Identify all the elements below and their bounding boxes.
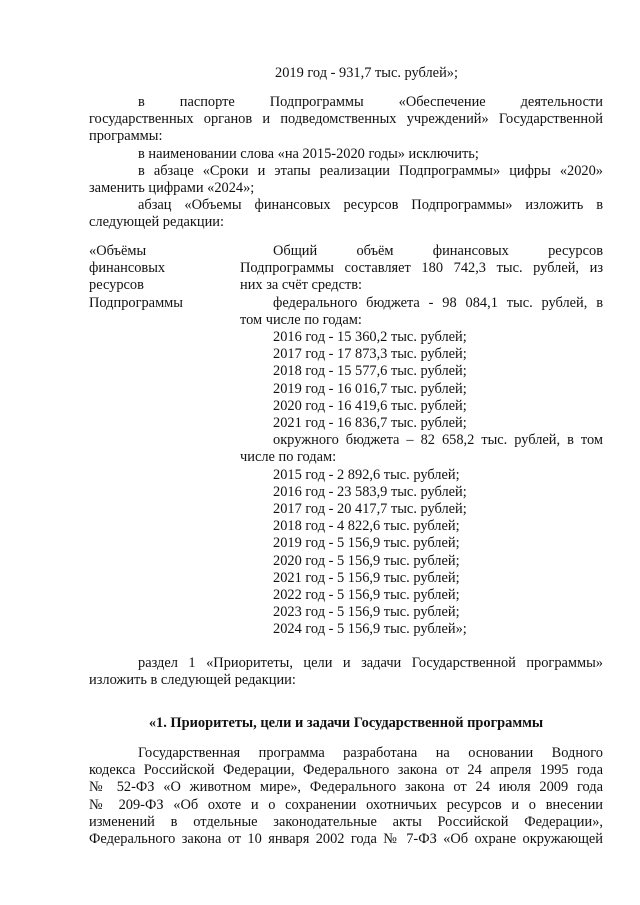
district-year-line: 2021 год - 5 156,9 тыс. рублей; [273, 569, 460, 586]
federal-year-line: 2016 год - 15 360,2 тыс. рублей; [273, 329, 467, 346]
federal-year-line: 2018 год - 15 577,6 тыс. рублей; [273, 363, 467, 380]
name-paragraph [89, 146, 603, 163]
table-left-line: финансовых [89, 260, 166, 277]
federal-line-2: том числе по годам: [240, 311, 362, 328]
table-left-line: ресурсов [89, 277, 144, 294]
federal-year-line: 2020 год - 16 419,6 тыс. рублей; [273, 397, 467, 414]
total-line-2: Подпрограммы составляет 180 742,3 тыс. рублей, из [240, 260, 603, 277]
volumes-paragraph [89, 197, 603, 231]
district-year-line: 2015 год - 2 892,6 тыс. рублей; [273, 466, 460, 483]
district-year-line: 2022 год - 5 156,9 тыс. рублей; [273, 587, 460, 604]
body-line: изменений в отдельные законодательные акты Российской Федерации», [89, 813, 603, 830]
terms-line-2: заменить цифрами «2024»; [89, 180, 255, 197]
section-intro-line-1: раздел 1 «Приоритеты, цели и задачи Государственной программы» [138, 655, 603, 671]
table-left-column [89, 243, 239, 312]
district-line-2: числе по годам: [240, 449, 337, 466]
passport-paragraph [89, 94, 603, 146]
table-left-line: Подпрограммы [89, 294, 183, 311]
body-line: Государственная программа разработана на основании Водного [138, 745, 603, 761]
body-paragraph [89, 745, 603, 848]
district-year-line: 2023 год - 5 156,9 тыс. рублей; [273, 604, 460, 621]
volumes-line-2: следующей редакции: [89, 214, 224, 231]
name-line: в наименовании слова «на 2015-2020 годы» исключить; [138, 146, 479, 162]
volumes-line-1: абзац «Объемы финансовых ресурсов Подпрограммы» изложить в [138, 197, 603, 213]
body-line: № 52-ФЗ «О животном мире», Федерального закона от 24 июля 2009 года [89, 779, 603, 796]
district-year-line: 2017 год - 20 417,7 тыс. рублей; [273, 501, 467, 518]
federal-year-line: 2019 год - 16 016,7 тыс. рублей; [273, 380, 467, 397]
district-line-1: окружного бюджета – 82 658,2 тыс. рублей, в том [273, 432, 603, 449]
table-right-column [240, 243, 603, 639]
district-year-line: 2020 год - 5 156,9 тыс. рублей; [273, 552, 460, 569]
district-year-line: 2019 год - 5 156,9 тыс. рублей; [273, 535, 460, 552]
section-heading: «1. Приоритеты, цели и задачи Государственной программы [148, 715, 544, 731]
federal-year-line: 2017 год - 17 873,3 тыс. рублей; [273, 346, 467, 363]
terms-line-1: в абзаце «Сроки и этапы реализации Подпрограммы» цифры «2020» [138, 163, 603, 179]
section-intro-line-2: изложить в следующей редакции: [89, 672, 296, 689]
body-line: кодекса Российской Федерации, Федерального закона от 24 апреля 1995 года [89, 762, 603, 779]
total-line-3: них за счёт средств: [240, 277, 363, 294]
passport-line-2: государственных органов и подведомственных учреждений» Государственной [89, 111, 603, 128]
passport-line-3: программы: [89, 128, 163, 145]
body-line: № 209-ФЗ «Об охоте и о сохранении охотничьих ресурсов и о внесении [89, 796, 603, 813]
passport-line-1: в паспорте Подпрограммы «Обеспечение деятельности [138, 94, 603, 110]
table-left-line: «Объёмы [89, 243, 147, 259]
top-line: 2019 год - 931,7 тыс. рублей»; [275, 65, 458, 81]
terms-paragraph [89, 163, 603, 197]
district-year-line: 2016 год - 23 583,9 тыс. рублей; [273, 483, 467, 500]
federal-line-1: федерального бюджета - 98 084,1 тыс. рублей, в [273, 294, 603, 311]
district-year-line: 2024 год - 5 156,9 тыс. рублей»; [273, 621, 467, 638]
section-intro-paragraph [89, 655, 603, 689]
total-line-1: Общий объём финансовых ресурсов [273, 243, 603, 259]
federal-year-line: 2021 год - 16 836,7 тыс. рублей; [273, 415, 467, 432]
district-year-line: 2018 год - 4 822,6 тыс. рублей; [273, 518, 460, 535]
body-line: Федерального закона от 10 января 2002 года № 7-ФЗ «Об охране окружающей [89, 831, 603, 848]
